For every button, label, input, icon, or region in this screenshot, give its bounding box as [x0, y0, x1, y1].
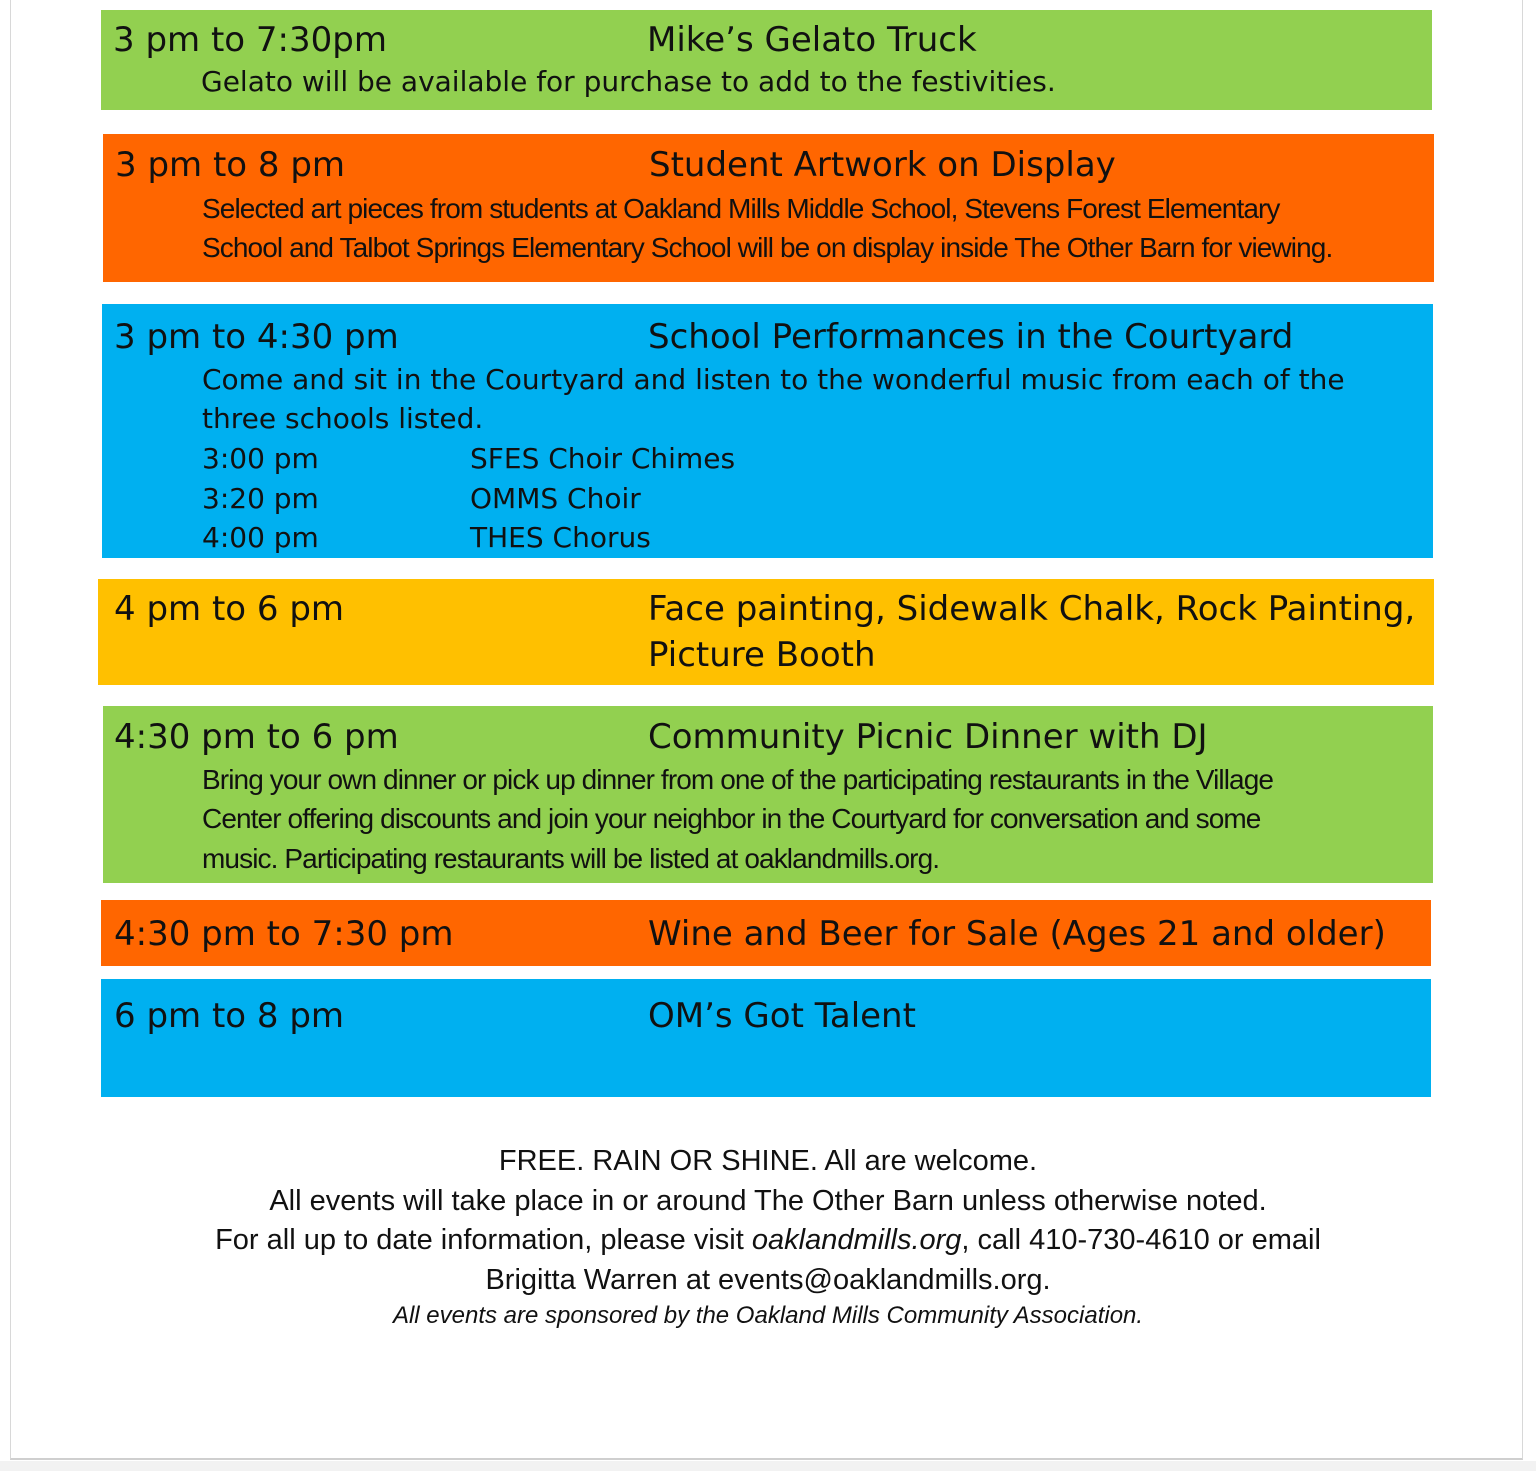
event-kids-activities [98, 579, 1434, 685]
performance-act: SFES Choir Chimes [470, 442, 736, 475]
event-title: School Performances in the Courtyard [648, 317, 1294, 357]
event-title: Mike’s Gelato Truck [647, 20, 977, 60]
event-description-line: Come and sit in the Courtyard and listen to the wonderful music from each of the [202, 363, 1345, 396]
event-title: Wine and Beer for Sale (Ages 21 and older) [648, 914, 1386, 954]
event-time: 3 pm to 4:30 pm [114, 317, 399, 357]
event-time: 3 pm to 7:30pm [113, 20, 387, 60]
bottom-strip [0, 1461, 1536, 1471]
footer-info-line [0, 1220, 1536, 1260]
event-title-line: Picture Booth [648, 635, 876, 675]
event-description-line: School and Talbot Springs Elementary School will be on display inside The Other Barn for viewing. [202, 232, 1333, 263]
event-time: 4:30 pm to 6 pm [114, 717, 399, 757]
event-description-line: music. Participating restaurants will be listed at oaklandmills.org. [202, 843, 940, 874]
event-description: Gelato will be available for purchase to add to the festivities. [201, 65, 1056, 98]
event-description-line: Selected art pieces from students at Oakland Mills Middle School, Stevens Forest Elementary [202, 193, 1280, 224]
event-time: 6 pm to 8 pm [114, 996, 345, 1036]
performance-act: THES Chorus [470, 521, 651, 554]
event-talent-show [101, 979, 1431, 1097]
footer-sponsor-line: All events are sponsored by the Oakland Mills Community Association. [392, 1302, 1144, 1329]
website-link[interactable]: oaklandmills.org [751, 1224, 962, 1256]
event-community-picnic [103, 706, 1433, 883]
performance-time: 3:20 pm [202, 482, 319, 515]
event-time: 3 pm to 8 pm [115, 145, 346, 185]
event-title: OM’s Got Talent [648, 996, 916, 1036]
event-gelato-truck [101, 10, 1432, 110]
event-description-line: Center offering discounts and join your neighbor in the Courtyard for conversation and some [202, 803, 1261, 834]
event-title: Community Picnic Dinner with DJ [648, 717, 1208, 757]
event-description-line: Bring your own dinner or pick up dinner from one of the participating restaurants in the Village [202, 764, 1274, 795]
footer-free-line: FREE. RAIN OR SHINE. All are welcome. [498, 1145, 1038, 1177]
footer-contact-text: , call 410-730-4610 or email [961, 1224, 1321, 1256]
performance-act: OMMS Choir [470, 482, 641, 515]
footer-info-text: For all up to date information, please visit [215, 1224, 752, 1256]
event-school-performances [102, 304, 1433, 558]
event-title: Student Artwork on Display [649, 145, 1116, 185]
event-title-line: Face painting, Sidewalk Chalk, Rock Painting, [648, 589, 1416, 629]
event-wine-beer [101, 900, 1431, 966]
performance-time: 3:00 pm [202, 442, 319, 475]
footer-location-line: All events will take place in or around The Other Barn unless otherwise noted. [269, 1185, 1267, 1217]
event-time: 4 pm to 6 pm [114, 589, 345, 629]
event-time: 4:30 pm to 7:30 pm [114, 914, 454, 954]
performance-time: 4:00 pm [202, 521, 319, 554]
event-student-artwork [103, 134, 1434, 282]
footer-email-line: Brigitta Warren at events@oaklandmills.org. [485, 1264, 1051, 1296]
event-description-line: three schools listed. [202, 402, 484, 435]
